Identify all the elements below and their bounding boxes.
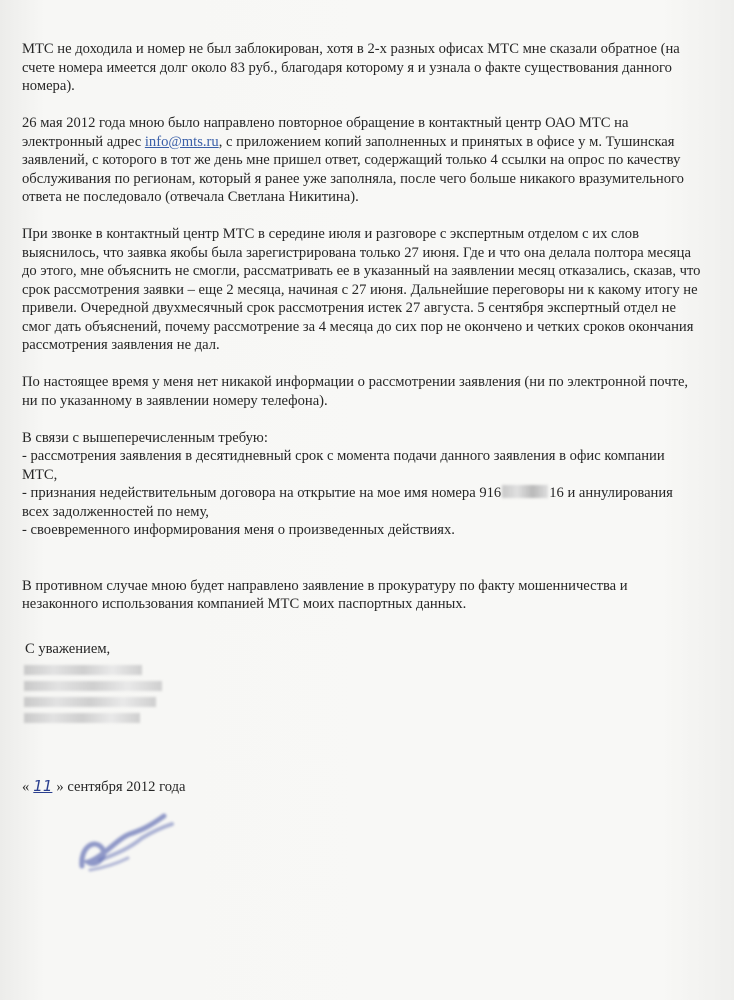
- closing-salutation: С уважением,: [25, 641, 111, 657]
- date-day-handwritten: 11: [33, 777, 53, 795]
- demands-block: [22, 429, 702, 540]
- demand-item: - рассмотрения заявления в десятидневный срок с момента подачи данного заявления в офис компании МТС,: [22, 448, 665, 483]
- paragraph-no-info: По настоящее время у меня нет никакой информации о рассмотрении заявления (ни по электронной почте, ни по указанному в заявлении номеру телефона).: [22, 374, 689, 409]
- paragraph-debt: МТС не доходила и номер не был заблокирован, хотя в 2-х разных офисах МТС мне сказали обратное (на счете номера имеется долг около 83 руб., благодаря которому я и узнала о факте существования данного номера).: [22, 41, 680, 94]
- email-link[interactable]: info@mts.ru: [144, 133, 219, 150]
- paragraph-warning: В противном случае мною будет направлено заявление в прокуратуру по факту мошенничества и незаконного использования компанией МТС моих паспортных данных.: [22, 577, 628, 612]
- demand-item: [22, 485, 673, 520]
- letter-body: [22, 40, 702, 632]
- paragraph-call: При звонке в контактный центр МТС в середине июля и разговоре с экспертным отделом с их слов выяснилось, что заявка якобы была зарегистрирована только 27 июня. Где и что она делала полтора месяца до этого, мне объяснить не смогли, рассматривать ее в указанный на заявлении месяц отказались, сказав, что срок рассмотрения заявки – еще 2 месяца, начиная с 27 июня. Дальнейшие переговоры ни к какому итогу не привели. Очередной двухмесячный срок рассмотрения истек 27 августа. 5 сентября экспертный отдел не смог дать объяснений, почему рассмотрение за 4 месяца до сих пор не окончено и четких сроков окончания рассмотрения заявления не дал.: [22, 226, 701, 353]
- redacted-digits: [502, 485, 548, 498]
- redacted-name: [24, 665, 142, 675]
- paragraph-appeal: [22, 114, 702, 207]
- letter-date: [22, 777, 186, 797]
- appeal-text-end: , с приложением копий заполненных и принятых в офисе у м. Тушинская заявлений, с которого в тот же день мне пришел ответ, содержащий только 4 ссылки на опрос по качеству обслуживания по регионам, который я ранее уже заполняла, после чего больше никакого вразумительного ответа не последовало (отвечала Светлана Никитина).: [22, 133, 684, 205]
- redacted-passport: [24, 681, 162, 691]
- demand-number-tail: 16 и аннулирования всех задолженностей по нему,: [22, 485, 673, 520]
- demand-number-text: - признания недействительным договора на открытие на мое имя номера 916: [22, 485, 502, 501]
- redacted-phone: [24, 697, 156, 707]
- redacted-email: [24, 713, 140, 723]
- signature-icon: [72, 808, 182, 878]
- date-quote-open: «: [22, 779, 30, 795]
- demand-item: - своевременного информирования меня о произведенных действиях.: [22, 522, 455, 538]
- appeal-text-start: 26 мая 2012 года мною было направлено повторное обращение в контактный центр ОАО МТС на электронный адрес: [22, 115, 629, 150]
- demands-intro: В связи с вышеперечисленным требую:: [22, 429, 268, 446]
- closing-block: [22, 640, 162, 727]
- date-rest: » сентября 2012 года: [56, 779, 186, 795]
